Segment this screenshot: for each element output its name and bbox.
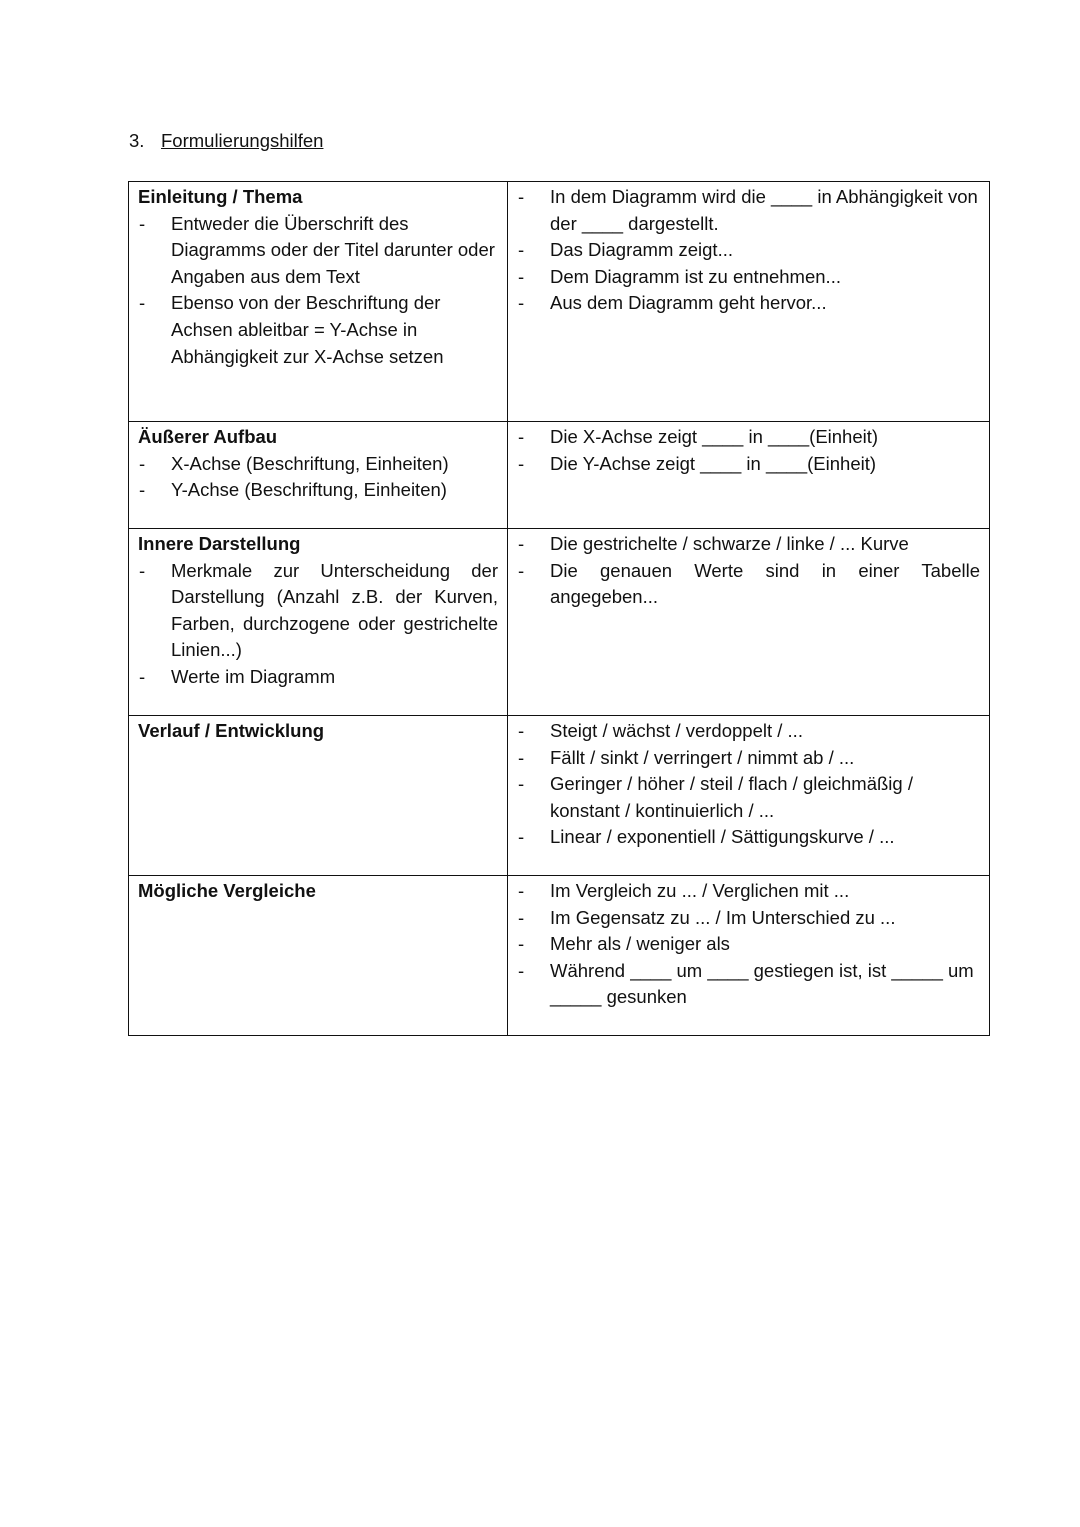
table-row-vergleiche (129, 876, 990, 1036)
phrases-cell (508, 716, 990, 876)
list-item: - Ebenso von der Beschriftung der Achsen ableitbar = Y-Achse in Abhängigkeit zur X-Achse setzen (138, 290, 498, 370)
list-item: - Entweder die Überschrift des Diagramms oder der Titel darunter oder Angaben aus dem Text (138, 211, 498, 291)
row-title: Einleitung / Thema (138, 186, 303, 207)
formulierungshilfen-table (128, 181, 990, 1036)
row-title: Innere Darstellung (138, 533, 301, 554)
list-item: - Werte im Diagramm (138, 664, 498, 691)
list-item: - In dem Diagramm wird die ____ in Abhängigkeit von der ____ dargestellt. (517, 184, 980, 237)
list-item: - Dem Diagramm ist zu entnehmen... (517, 264, 980, 291)
criteria-list (138, 558, 498, 691)
phrases-cell (508, 876, 990, 1036)
criteria-list (138, 211, 498, 371)
list-item: - Die Y-Achse zeigt ____ in ____(Einheit) (517, 451, 980, 478)
list-item: - Merkmale zur Unterscheidung der Darstellung (Anzahl z.B. der Kurven, Farben, durchzogene oder gestrichelte Linien...) (138, 558, 498, 664)
table-row-verlauf (129, 716, 990, 876)
category-cell (129, 529, 508, 716)
list-item: - Linear / exponentiell / Sättigungskurve / ... (517, 824, 980, 851)
list-item: - Im Vergleich zu ... / Verglichen mit ... (517, 878, 980, 905)
list-item: - Die genauen Werte sind in einer Tabelle angegeben... (517, 558, 980, 611)
list-item: - X-Achse (Beschriftung, Einheiten) (138, 451, 498, 478)
row-title: Mögliche Vergleiche (138, 880, 316, 901)
category-cell (129, 876, 508, 1036)
phrases-cell (508, 182, 990, 422)
table-row-einleitung (129, 182, 990, 422)
section-number: 3. (129, 130, 145, 151)
section-title: Formulierungshilfen (161, 130, 324, 151)
list-item: - Die X-Achse zeigt ____ in ____(Einheit) (517, 424, 980, 451)
table-row-innere-darstellung (129, 529, 990, 716)
phrases-list (517, 424, 980, 477)
phrases-cell (508, 422, 990, 529)
row-title: Verlauf / Entwicklung (138, 720, 325, 741)
phrases-list (517, 531, 980, 611)
phrases-list (517, 184, 980, 317)
list-item: - Geringer / höher / steil / flach / gleichmäßig / konstant / kontinuierlich / ... (517, 771, 980, 824)
section-heading (129, 129, 323, 153)
phrases-list (517, 718, 980, 851)
phrases-cell (508, 529, 990, 716)
row-title: Äußerer Aufbau (138, 426, 278, 447)
table-row-aeusserer-aufbau (129, 422, 990, 529)
list-item: - Die gestrichelte / schwarze / linke / ... Kurve (517, 531, 980, 558)
list-item: - Im Gegensatz zu ... / Im Unterschied zu ... (517, 905, 980, 932)
list-item: - Y-Achse (Beschriftung, Einheiten) (138, 477, 498, 504)
list-item: - Aus dem Diagramm geht hervor... (517, 290, 980, 317)
phrases-list (517, 878, 980, 1011)
category-cell (129, 422, 508, 529)
list-item: - Fällt / sinkt / verringert / nimmt ab / ... (517, 745, 980, 772)
list-item: - Während ____ um ____ gestiegen ist, ist _____ um _____ gesunken (517, 958, 980, 1011)
list-item: - Mehr als / weniger als (517, 931, 980, 958)
category-cell (129, 182, 508, 422)
category-cell (129, 716, 508, 876)
list-item: - Steigt / wächst / verdoppelt / ... (517, 718, 980, 745)
list-item: - Das Diagramm zeigt... (517, 237, 980, 264)
criteria-list (138, 451, 498, 504)
